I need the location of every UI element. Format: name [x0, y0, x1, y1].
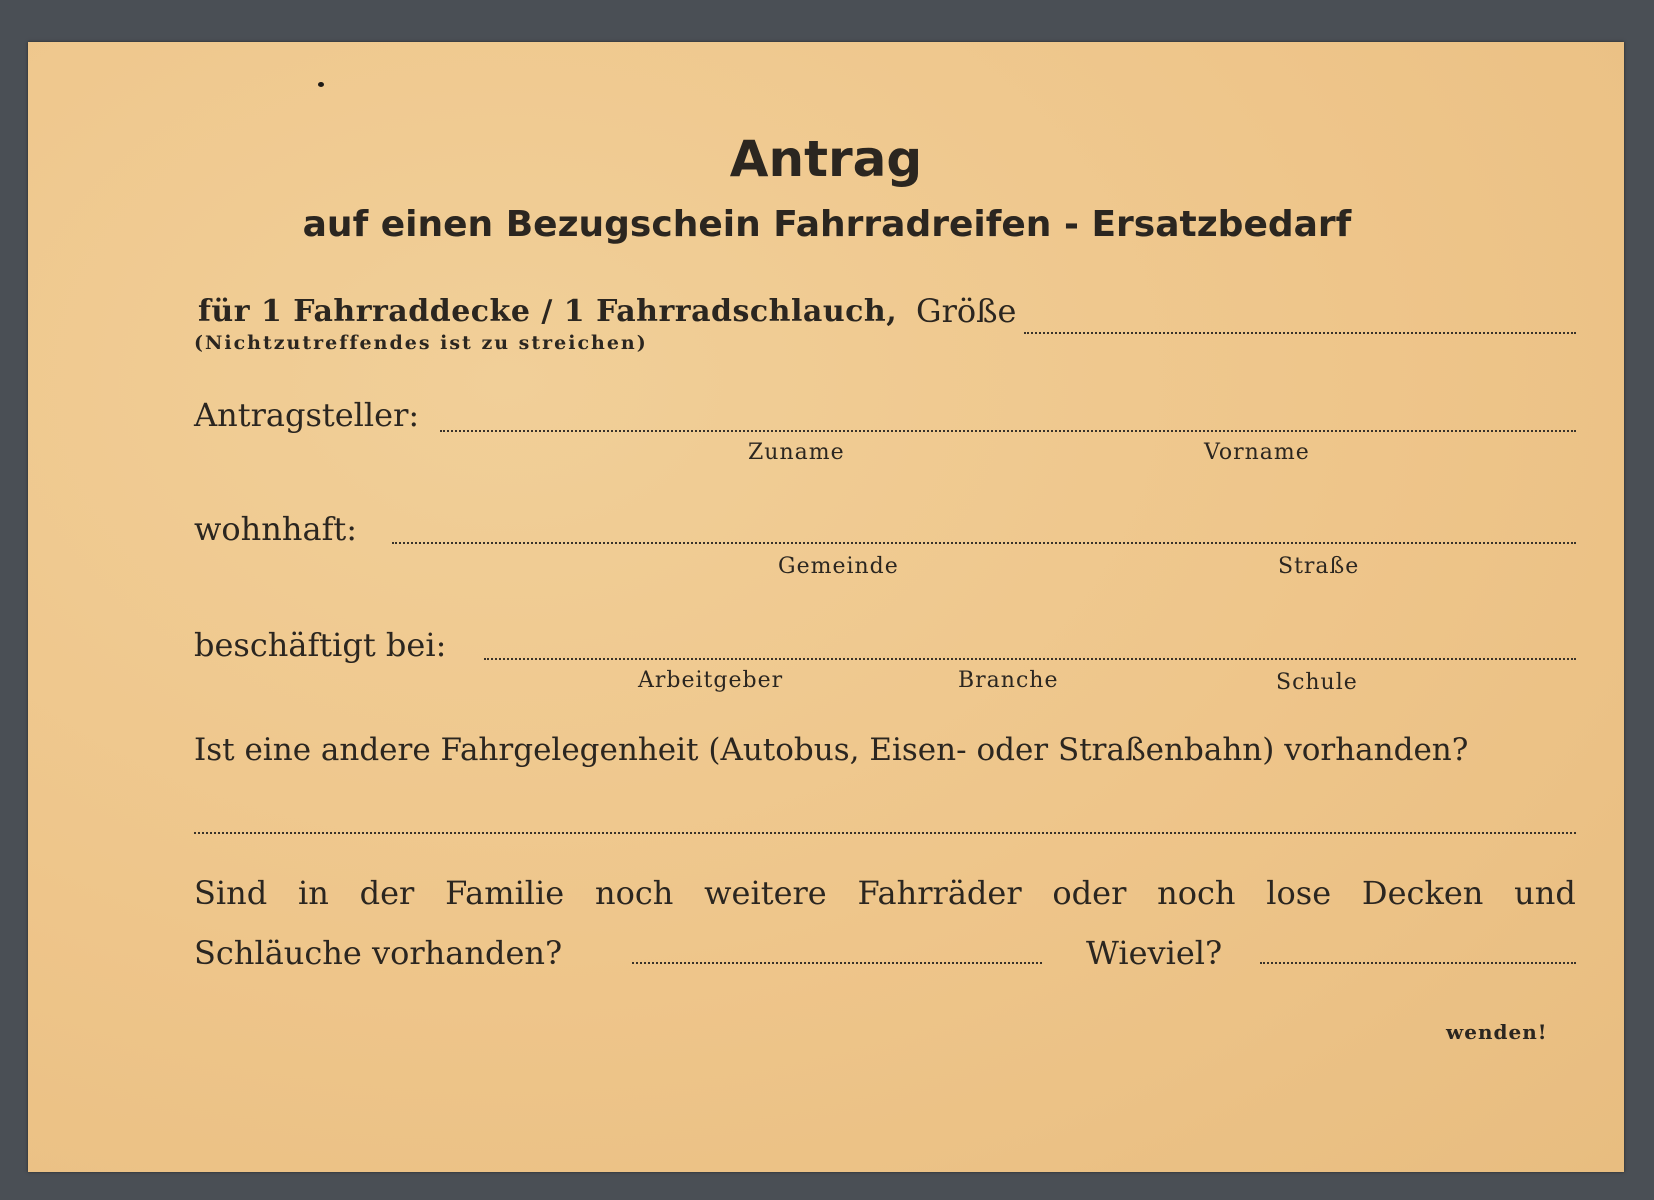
applicant-label: Antragsteller:	[194, 396, 420, 434]
employment-label: beschäftigt bei:	[194, 626, 447, 664]
industry-label: Branche	[958, 668, 1059, 693]
family-word: oder	[1052, 874, 1127, 912]
employer-label: Arbeitgeber	[638, 668, 784, 693]
transport-answer-field[interactable]	[194, 832, 1576, 834]
family-word: der	[359, 874, 415, 912]
form-title: Antrag	[729, 130, 923, 188]
size-label: Größe	[916, 292, 1017, 330]
family-word: noch	[594, 874, 674, 912]
family-word: lose	[1266, 874, 1332, 912]
how-many-label: Wieviel?	[1086, 934, 1223, 972]
street-label: Straße	[1278, 554, 1360, 579]
tire-type-text: für 1 Fahrraddecke / 1 Fahrradschlauch,	[198, 294, 898, 329]
turn-over-note: wenden!	[1446, 1020, 1548, 1044]
bikes-available-field[interactable]	[632, 962, 1042, 964]
family-word: Fahrräder	[857, 874, 1022, 912]
family-word: in	[298, 874, 329, 912]
family-question-line2: Schläuche vorhanden?	[194, 934, 563, 972]
residence-field[interactable]	[392, 542, 1576, 544]
family-word: noch	[1157, 874, 1236, 912]
family-word: Sind	[194, 874, 268, 912]
family-word: und	[1514, 874, 1576, 912]
form-subtitle: auf einen Bezugschein Fahrradreifen - Ersatzbedarf	[302, 204, 1352, 245]
municipality-label: Gemeinde	[778, 554, 899, 579]
strike-out-hint: (Nichtzutreffendes ist zu streichen)	[194, 332, 648, 354]
family-word: weitere	[704, 874, 827, 912]
applicant-name-field[interactable]	[440, 430, 1576, 432]
family-question-line1	[194, 874, 1576, 912]
surname-label: Zuname	[748, 440, 845, 465]
how-many-field[interactable]	[1260, 962, 1576, 964]
application-form-card	[28, 42, 1624, 1172]
family-word: Decken	[1361, 874, 1484, 912]
ink-speck	[318, 82, 324, 87]
size-field[interactable]	[1024, 332, 1576, 334]
employment-field[interactable]	[484, 658, 1576, 660]
family-word: Familie	[445, 874, 565, 912]
first-name-label: Vorname	[1204, 440, 1310, 465]
school-label: Schule	[1276, 670, 1358, 695]
transport-question: Ist eine andere Fahrgelegenheit (Autobus, Eisen- oder Straßenbahn) vorhanden?	[194, 732, 1469, 768]
residence-label: wohnhaft:	[194, 510, 358, 548]
